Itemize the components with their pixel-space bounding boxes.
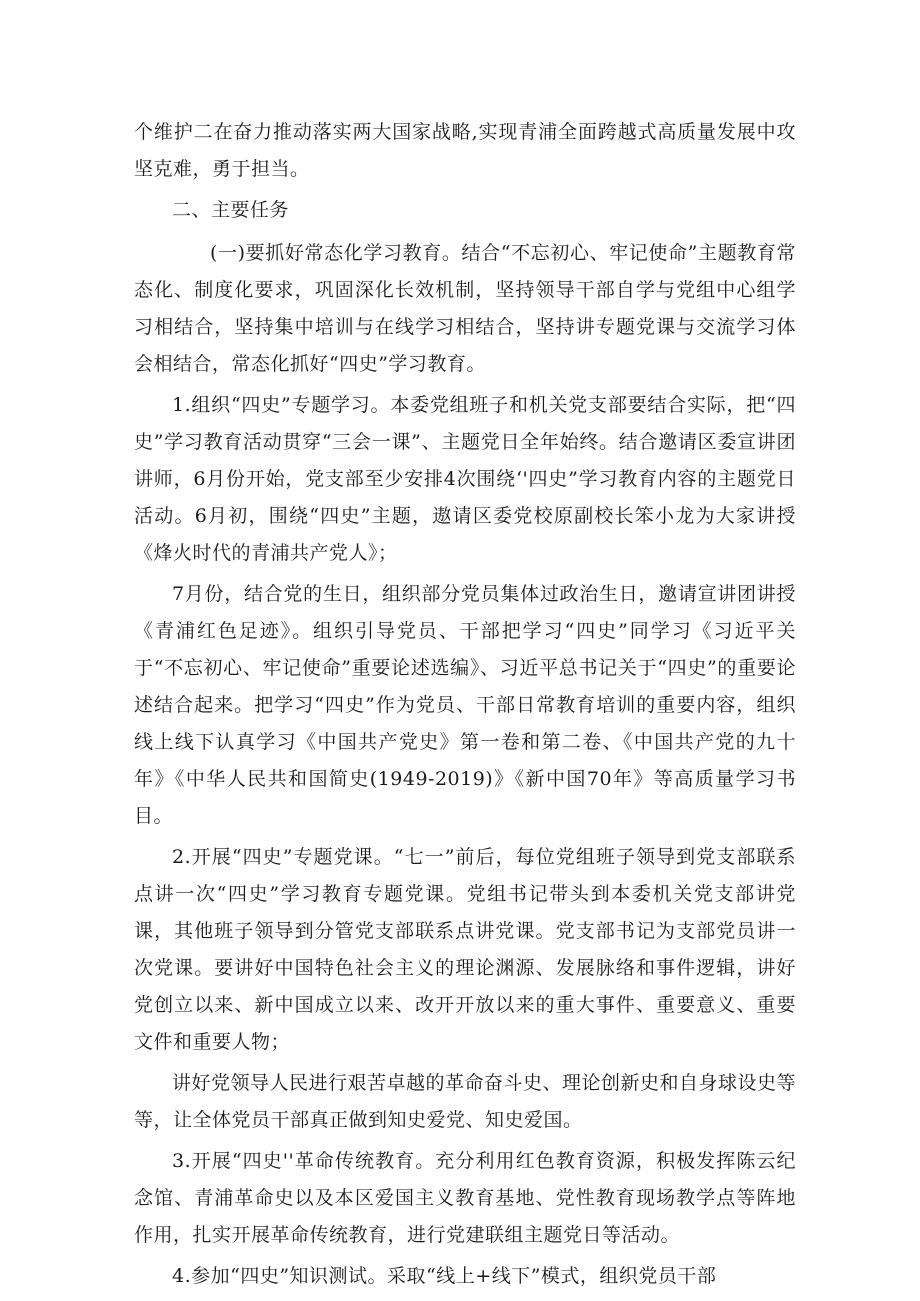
document-body — [134, 114, 796, 1299]
paragraph-history-lessons: 讲好党领导人民进行艰苦卓越的革命奋斗史、理论创新史和自身球设史等等，让全体党员干部真正做到知史爱党、知史爱国。 — [134, 1072, 797, 1131]
paragraph-intro-continuation: 个维护二在奋力推动落实两大国家战略,实现青浦全面跨越式高质量发展中攻坚克难，勇于担当。 — [134, 121, 796, 180]
paragraph-item-2-party-lessons: 2.开展“四史”专题党课。“七一”前后，每位党组班子领导到党支部联系点讲一次“四史”学习教育专题党课。党组书记带头到本委机关党支部讲党课，其他班子领导到分管党支部联系点讲党课。党支部书记为支部党员讲一次党课。要讲好中国特色社会主义的理论渊源、发展脉络和事件逻辑，讲好党创立以来、新中国成立以来、改开开放以来的重大事件、重要意义、重要文件和重要人物； — [134, 846, 796, 1053]
paragraph-july-activities: 7月份，结合党的生日，组织部分党员集体过政治生日，邀请宣讲团讲授《青浦红色足迹》。组织引导党员、干部把学习“四史”同学习《习近平关于“不忘初心、牢记使命”重要论述选编》、习近平总书记关于“四史”的重要论述结合起来。把学习“四史”作为党员、干部日常教育培训的重要内容，组织线上线下认真学习《中国共产党史》第一卷和第二卷、《中国共产党的九十年》《中华人民共和国简史(1949-2019)》《新中国70年》等高质量学习书目。 — [134, 583, 796, 827]
paragraph-item-1-study: 1.组织“四史”专题学习。本委党组班子和机关党支部要结合实际，把“四史”学习教育活动贯穿“三会一课”、主题党日全年始终。结合邀请区委宣讲团讲师，6月份开始，党支部至少安排4次围绕‘'四史”学习教育内容的主题党日活动。6月初，围绕“四史”主题，遨请区委党校原副校长笨小龙为大家讲授《烽火时代的青浦共产党人》； — [134, 394, 796, 564]
paragraph-item-4-knowledge-test: 4.参加“四史”知识测试。采取“线上+线下”模式，组织党员干部 — [172, 1265, 717, 1287]
paragraph-item-3-revolutionary-education: 3.开展“四史''革命传统教育。充分利用红色教育资源，积极发挥陈云纪念馆、青浦革命史以及本区爱国主义教育基地、党性教育现场教学点等阵地作用，扎实开展革命传统教育，进行党建联组主题党日等活动。 — [134, 1150, 796, 1246]
section-heading-main-tasks: 二、主要任务 — [172, 199, 290, 221]
subsection-heading-regular-study: (一)要抓好常态化学习教育。结合“不忘初心、牢记使命”主题教育常态化、制度化要求，巩固深化长效机制，坚持领导干部自学与党组中心组学习相结合，坚持集中培训与在线学习相结合，坚持讲专题党课与交流学习体会相结合，常态化抓好“四史”学习教育。 — [134, 242, 796, 375]
